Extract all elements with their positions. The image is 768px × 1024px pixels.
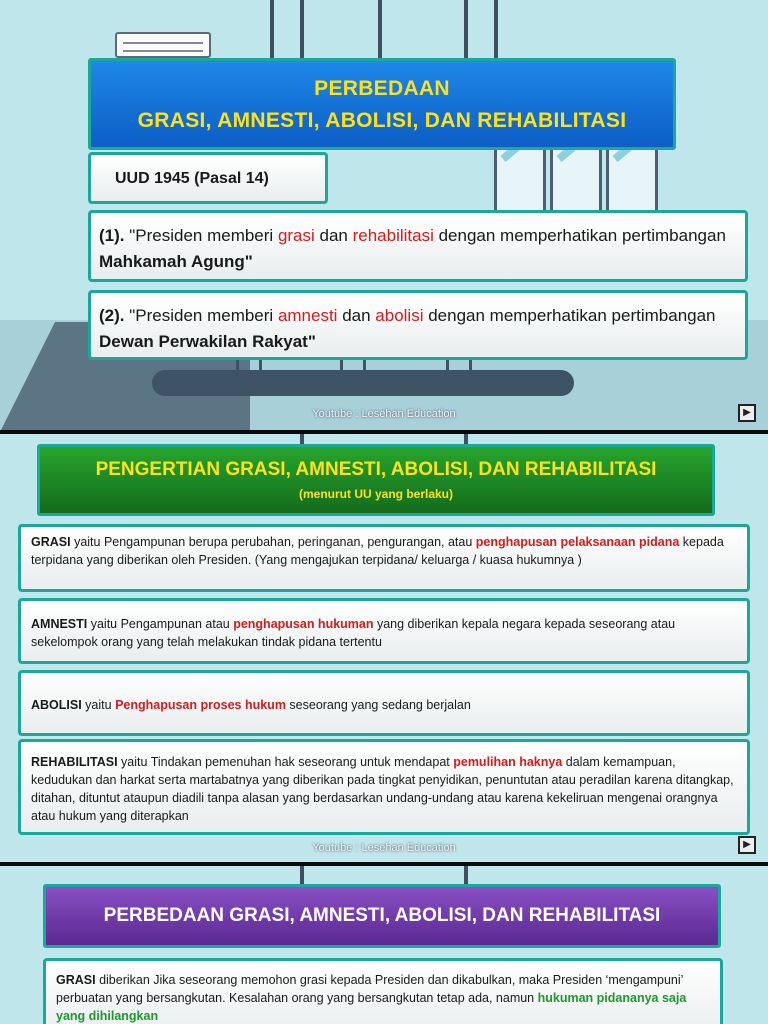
term: REHABILITASI: [31, 755, 118, 769]
highlight-grasi: grasi: [277, 226, 315, 245]
highlight: Penghapusan proses hukum: [115, 698, 286, 712]
air-conditioner-decoration: [115, 32, 211, 58]
text: dengan memperhatikan pertimbangan: [433, 226, 726, 245]
comparison-grasi: [43, 958, 723, 1024]
text: dalam kemampuan, kedudukan dan harkat serta martabatnya yang diberikan pada tingkat penyidikan, penuntutan atau peradilan karena ditangkap, ditahan, dituntut ataupun diadili tanpa alasan yang berdasarkan undang-undang atau karena kekeliruan mengenai orangnya atau hukum yang diterapkan: [31, 755, 734, 823]
term: ABOLISI: [31, 698, 82, 712]
text: diberikan Jika seseorang memohon grasi kepada Presiden dan dikabulkan, maka Presiden ‘mengampuni’ perbuatan yang bersangkutan. Kesalahan orang yang bersangkutan tetap ada, namun: [56, 973, 683, 1005]
play-logo-icon: ▶: [738, 836, 756, 854]
highlight: hukuman pidananya saja yang dihilangkan: [56, 991, 687, 1023]
ceiling-rod: [464, 434, 468, 444]
ceiling-rod: [378, 0, 382, 58]
title-line-1: PERBEDAAN GRASI, AMNESTI, ABOLISI, DAN REHABILITASI: [103, 905, 661, 926]
term: AMNESTI: [31, 617, 88, 631]
slide-3: [0, 866, 768, 1024]
text: yaitu: [81, 698, 116, 712]
bench-decoration: [152, 370, 574, 396]
title-subtitle: (menurut UU yang berlaku): [298, 487, 454, 501]
text: "Presiden memberi: [124, 226, 278, 245]
title-line-1: PENGERTIAN GRASI, AMNESTI, ABOLISI, DAN REHABILITASI: [95, 459, 657, 480]
highlight: penghapusan hukuman: [233, 617, 374, 631]
highlight-amnesti: amnesti: [277, 306, 338, 325]
highlight: pemulihan haknya: [453, 755, 563, 769]
slide-1: [0, 0, 768, 430]
definition-abolisi: [18, 670, 750, 736]
highlight: penghapusan pelaksanaan pidana: [475, 535, 680, 549]
highlight-rehabilitasi: rehabilitasi: [352, 226, 434, 245]
slide-2: [0, 434, 768, 862]
ceiling-rod: [270, 0, 274, 58]
term: GRASI: [56, 973, 96, 987]
text: ": [307, 332, 316, 351]
title-line-2: GRASI, AMNESTI, ABOLISI, DAN REHABILITASI: [137, 109, 627, 132]
text: yaitu Pengampunan atau: [87, 617, 234, 631]
text: seseorang yang sedang berjalan: [285, 698, 471, 712]
institution-name: Mahkamah Agung: [99, 252, 245, 271]
definition-rehabilitasi: [18, 739, 750, 835]
item-number: (2).: [99, 306, 125, 325]
institution-name: Dewan Perwakilan Rakyat: [99, 332, 308, 351]
definition-amnesti: [18, 598, 750, 664]
text: dan: [337, 306, 376, 325]
slide-3-title: [43, 884, 721, 948]
text: "Presiden memberi: [124, 306, 278, 325]
text: yang diberikan kepala negara kepada seseorang atau sekelompok orang yang telah melakukan tindak pidana tertentu: [31, 617, 676, 649]
slide-1-title: [88, 58, 676, 150]
ceiling-rod: [494, 0, 498, 58]
highlight-abolisi: abolisi: [375, 306, 424, 325]
article-item-1: [88, 210, 748, 282]
text: dengan memperhatikan pertimbangan: [423, 306, 716, 325]
ceiling-rod: [300, 434, 304, 444]
play-logo-icon: ▶: [738, 404, 756, 422]
ceiling-rod: [300, 866, 304, 884]
text: yaitu Pengampunan berupa perubahan, peringanan, pengurangan, atau: [70, 535, 476, 549]
definition-grasi: [18, 524, 750, 592]
ceiling-rod: [464, 866, 468, 884]
text: ": [244, 252, 253, 271]
watermark: Youtube : Lesehan Education: [312, 842, 456, 854]
article-item-2: [88, 290, 748, 360]
term: GRASI: [31, 535, 71, 549]
slide-2-title: [37, 444, 715, 516]
text: kepada terpidana yang diberikan oleh Presiden. (Yang mengajukan terpidana/ keluarga / kuasa hukumnya ): [31, 535, 724, 567]
title-line-1: PERBEDAAN: [314, 77, 450, 100]
text: dan: [314, 226, 353, 245]
source-label: UUD 1945 (Pasal 14): [88, 152, 328, 204]
ceiling-rod: [300, 0, 304, 58]
text: yaitu Tindakan pemenuhan hak seseorang untuk mendapat: [117, 755, 454, 769]
item-number: (1).: [99, 226, 125, 245]
ceiling-rod: [464, 0, 468, 58]
watermark: Youtube : Lesehan Education: [312, 408, 456, 420]
